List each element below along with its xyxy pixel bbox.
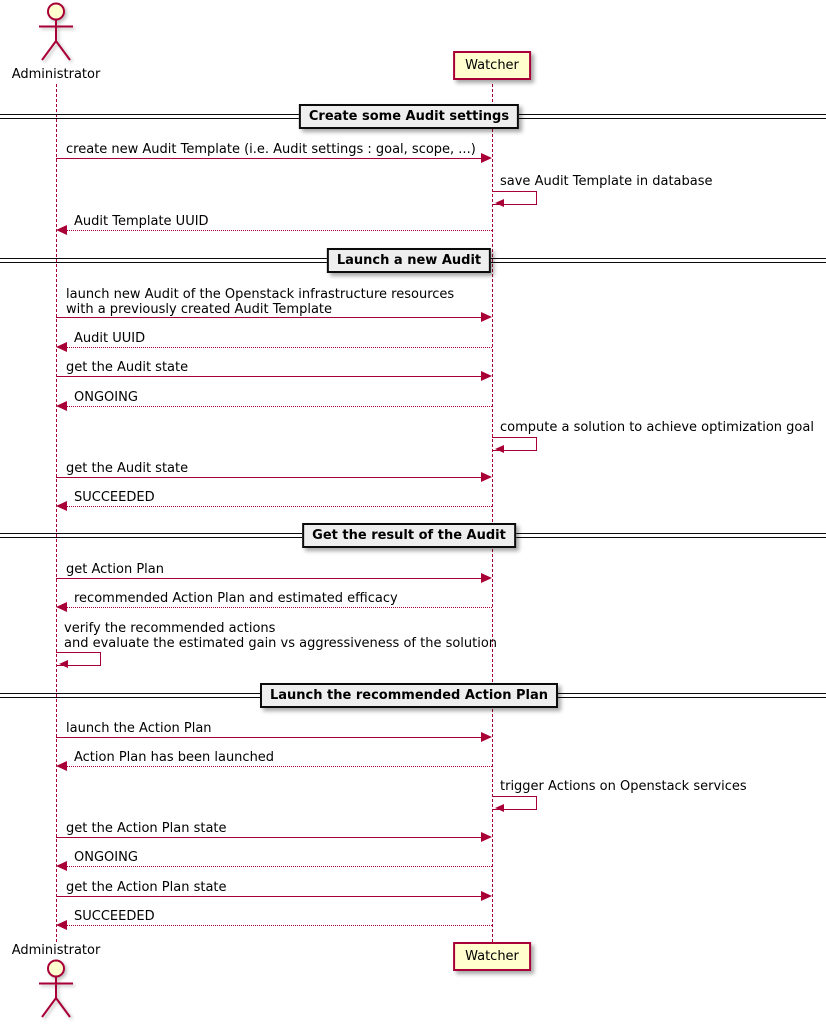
message-arrow <box>67 925 492 926</box>
message-arrow <box>67 230 492 231</box>
arrowhead-icon <box>56 225 67 235</box>
message-text: compute a solution to achieve optimization goal <box>500 420 814 435</box>
message-text: create new Audit Template (i.e. Audit settings : goal, scope, ...) <box>66 142 476 157</box>
message-arrow <box>56 477 482 478</box>
message-text: SUCCEEDED <box>74 909 155 924</box>
arrowhead-icon <box>481 573 492 583</box>
arrowhead-icon <box>56 861 67 871</box>
message-text: get the Action Plan state <box>66 821 227 836</box>
participant-box-watcher-bottom: Watcher <box>453 942 531 971</box>
message-text: Action Plan has been launched <box>74 750 275 765</box>
arrowhead-icon <box>481 312 492 322</box>
message-arrow <box>56 737 482 738</box>
message-arrow <box>67 506 492 507</box>
message-arrow <box>67 607 492 608</box>
arrowhead-icon <box>56 602 67 612</box>
message-text: Audit UUID <box>74 331 146 346</box>
message-text: Audit Template UUID <box>74 214 209 229</box>
arrowhead-icon <box>481 732 492 742</box>
arrowhead-icon <box>56 501 67 511</box>
message-arrow <box>56 837 482 838</box>
arrowhead-icon <box>56 920 67 930</box>
arrowhead-icon <box>481 891 492 901</box>
message-text: get the Audit state <box>66 461 189 476</box>
message-text: ONGOING <box>74 850 138 865</box>
message-text: get Action Plan <box>66 562 164 577</box>
arrowhead-icon <box>481 153 492 163</box>
actor-icon <box>35 959 77 1021</box>
divider-get-audit-result: Get the result of the Audit <box>302 523 516 548</box>
message-text: ONGOING <box>74 390 138 405</box>
arrowhead-icon <box>56 401 67 411</box>
message-arrow <box>56 317 482 318</box>
arrowhead-icon <box>56 761 67 771</box>
message-text: get the Audit state <box>66 360 189 375</box>
message-arrow <box>67 766 492 767</box>
participant-label-administrator-top: Administrator <box>11 67 101 82</box>
arrowhead-icon <box>495 199 504 207</box>
message-arrow <box>56 158 482 159</box>
divider-launch-action-plan: Launch the recommended Action Plan <box>260 683 558 708</box>
arrowhead-icon <box>481 832 492 842</box>
arrowhead-icon <box>481 371 492 381</box>
message-text: recommended Action Plan and estimated efficacy <box>74 591 398 606</box>
message-text: verify the recommended actions and evaluate the estimated gain vs aggressiveness of the solution <box>64 621 498 651</box>
message-text: trigger Actions on Openstack services <box>500 779 747 794</box>
message-text: launch new Audit of the Openstack infrastructure resources with a previously created Audit Template <box>66 287 455 317</box>
message-text: launch the Action Plan <box>66 721 212 736</box>
arrowhead-icon <box>56 342 67 352</box>
divider-launch-new-audit: Launch a new Audit <box>327 248 491 273</box>
message-arrow <box>67 347 492 348</box>
arrowhead-icon <box>495 445 504 453</box>
arrowhead-icon <box>59 660 68 668</box>
arrowhead-icon <box>495 804 504 812</box>
arrowhead-icon <box>481 472 492 482</box>
divider-create-audit-settings: Create some Audit settings <box>299 104 519 129</box>
message-arrow <box>56 578 482 579</box>
message-arrow <box>67 406 492 407</box>
participant-label-administrator-bottom: Administrator <box>11 943 101 958</box>
message-text: save Audit Template in database <box>500 174 713 189</box>
message-arrow <box>67 866 492 867</box>
message-text: SUCCEEDED <box>74 490 155 505</box>
message-text: get the Action Plan state <box>66 880 227 895</box>
lifeline-watcher <box>492 84 493 942</box>
message-arrow <box>56 896 482 897</box>
actor-icon <box>35 2 77 64</box>
lifeline-administrator <box>56 84 57 942</box>
message-arrow <box>56 376 482 377</box>
participant-box-watcher-top: Watcher <box>453 51 531 80</box>
